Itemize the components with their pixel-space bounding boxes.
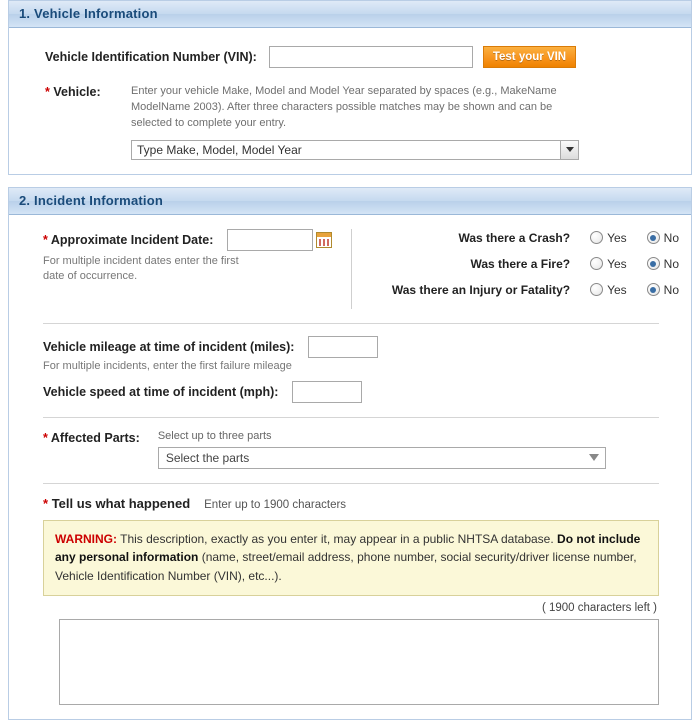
affected-parts-label	[43, 430, 140, 445]
question-crash-label: Was there a Crash?	[458, 230, 571, 245]
mileage-label: Vehicle mileage at time of incident (miles):	[43, 339, 295, 354]
section1-body	[9, 28, 691, 174]
question-fire-label: Was there a Fire?	[470, 256, 571, 271]
section-incident-information	[8, 187, 692, 720]
question-injury-no[interactable]	[643, 283, 679, 297]
divider	[43, 483, 659, 484]
affected-parts-row	[21, 430, 679, 469]
question-fire	[366, 257, 679, 271]
incident-date-hint: For multiple incident dates enter the first date of occurrence.	[43, 254, 239, 282]
radio-icon[interactable]	[590, 283, 603, 296]
tell-us-hint: Enter up to 1900 characters	[204, 498, 347, 511]
vehicle-label	[45, 84, 131, 160]
speed-label: Vehicle speed at time of incident (mph):	[43, 384, 279, 399]
vehicle-label-text: Vehicle:	[53, 85, 101, 99]
incident-questions	[351, 229, 679, 309]
incident-date-line	[43, 229, 351, 251]
radio-icon[interactable]	[647, 283, 660, 296]
question-fire-yes[interactable]	[586, 257, 627, 271]
section2-header: 2. Incident Information	[9, 188, 691, 215]
question-crash-no[interactable]	[643, 231, 679, 245]
speed-row	[21, 381, 679, 403]
date-label-text: Approximate Incident Date:	[50, 232, 214, 247]
radio-icon[interactable]	[647, 257, 660, 270]
warning-text-1: This description, exactly as you enter it, may appear in a public NHTSA database.	[120, 531, 554, 546]
mileage-hint: For multiple incidents, enter the first failure mileage	[43, 359, 292, 372]
mileage-row	[21, 336, 679, 358]
question-crash	[366, 231, 679, 245]
incident-date-label	[43, 233, 213, 247]
speed-input[interactable]	[292, 381, 362, 403]
warning-title: WARNING:	[55, 531, 117, 546]
tell-us-label-text: Tell us what happened	[51, 495, 191, 511]
test-vin-button[interactable]: Test your VIN	[483, 46, 576, 68]
vin-label: Vehicle Identification Number (VIN):	[45, 50, 257, 64]
vin-input[interactable]	[269, 46, 473, 68]
incident-date-input[interactable]	[227, 229, 313, 251]
tell-us-row	[21, 496, 679, 511]
description-textarea[interactable]	[59, 619, 659, 705]
warning-box	[43, 520, 659, 596]
affected-parts-select[interactable]	[158, 447, 606, 469]
question-fire-yes-label: Yes	[607, 256, 627, 271]
characters-left-counter: ( 1900 characters left )	[541, 601, 657, 614]
radio-icon[interactable]	[590, 257, 603, 270]
question-injury	[366, 283, 679, 297]
vin-row	[45, 46, 679, 68]
question-fire-no-label: No	[663, 256, 679, 271]
vehicle-required-marker: *	[45, 85, 50, 99]
vehicle-select-value: Type Make, Model, Model Year	[137, 142, 302, 157]
date-required-marker: *	[43, 232, 48, 247]
radio-icon[interactable]	[647, 231, 660, 244]
radio-icon[interactable]	[590, 231, 603, 244]
section2-body	[9, 215, 691, 719]
mileage-input[interactable]	[308, 336, 378, 358]
warning-text-bold: Do not include any personal information	[55, 531, 641, 565]
tell-required-marker: *	[43, 495, 49, 511]
affected-parts-hint: Select up to three parts	[157, 429, 272, 442]
section1-header: 1. Vehicle Information	[9, 1, 691, 28]
question-fire-no[interactable]	[643, 257, 679, 271]
divider	[43, 417, 659, 418]
parts-required-marker: *	[43, 430, 48, 445]
question-crash-no-label: No	[663, 230, 679, 245]
question-crash-yes-label: Yes	[607, 230, 627, 245]
vehicle-select[interactable]	[131, 140, 579, 160]
affected-parts-control	[158, 430, 606, 469]
question-injury-yes[interactable]	[586, 283, 627, 297]
question-crash-yes[interactable]	[586, 231, 627, 245]
calendar-icon[interactable]	[316, 232, 332, 248]
question-injury-no-label: No	[663, 282, 679, 297]
incident-date-block	[21, 229, 351, 284]
affected-parts-value: Select the parts	[165, 450, 250, 465]
chevron-down-icon[interactable]	[560, 141, 578, 159]
chevron-down-icon[interactable]	[589, 454, 599, 461]
section-vehicle-information	[8, 0, 692, 175]
vehicle-description: Enter your vehicle Make, Model and Model Year separated by spaces (e.g., MakeName ModelName 2003). After three characters possible matches may be shown and can be selected to complete your entry.	[131, 85, 557, 129]
warning-text-2: (name, street/email address, phone number, social security/driver license number, Vehicle Identification Number (VIN), etc...).	[55, 550, 637, 583]
vehicle-right	[131, 84, 679, 160]
tell-us-label	[43, 496, 190, 511]
divider	[43, 323, 659, 324]
vehicle-row	[45, 84, 679, 160]
question-injury-yes-label: Yes	[607, 282, 627, 297]
parts-label-text: Affected Parts:	[50, 430, 140, 445]
question-injury-label: Was there an Injury or Fatality?	[391, 282, 571, 297]
incident-top-row	[21, 229, 679, 309]
